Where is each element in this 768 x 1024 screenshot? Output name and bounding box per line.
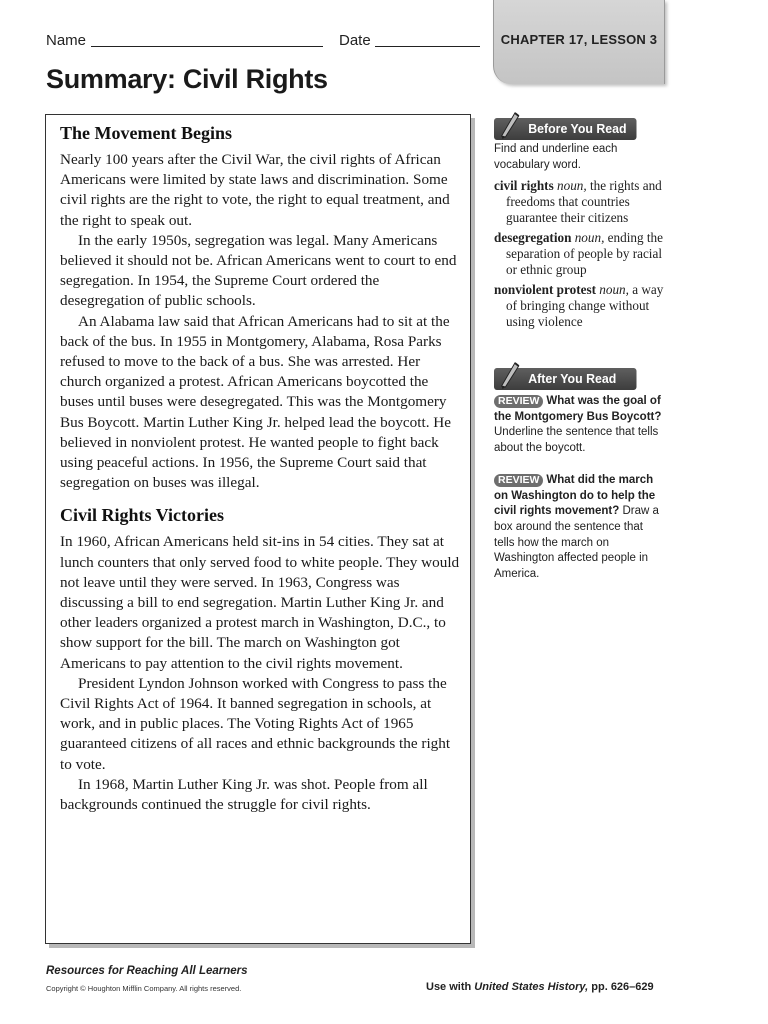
vocab-entry-nonviolent-protest bbox=[494, 282, 666, 330]
vocab-entry-civil-rights bbox=[494, 178, 666, 226]
vocab-pos: noun, bbox=[574, 230, 605, 246]
review-question-text: What was the goal of the Montgomery Bus Boycott? bbox=[494, 395, 662, 423]
vocab-definition: a way of bringing change without using violence bbox=[506, 282, 664, 330]
name-label: Name bbox=[46, 32, 87, 49]
vocab-term: civil rights bbox=[494, 178, 554, 194]
review-instruction: Underline the sentence that tells about the boycott. bbox=[494, 426, 659, 455]
paragraph: Nearly 100 years after the Civil War, the civil rights of African Americans were limited by state laws and discrimination. Some civil rights are the right to vote, the right to equal treatment, and the right to speak out. bbox=[60, 151, 450, 229]
banner-label: Before You Read bbox=[528, 121, 627, 136]
review-question-1 bbox=[494, 394, 666, 457]
use-with-label: Use with bbox=[426, 981, 472, 993]
section-heading-civil-rights-victories: Civil Rights Victories bbox=[60, 505, 224, 526]
vocab-definition: the rights and freedoms that countries guarantee their citizens bbox=[506, 178, 662, 226]
page-title: Summary: Civil Rights bbox=[46, 64, 328, 94]
vocab-pos: noun, bbox=[599, 282, 629, 298]
paragraph: In the early 1950s, segregation was legal. Many Americans believed it should not be. African Americans went to court to end segregation. In 1954, the Supreme Court ordered the desegregation of public schools. bbox=[60, 231, 457, 310]
section-heading-movement-begins: The Movement Begins bbox=[60, 123, 232, 143]
footer-resources: Resources for Reaching All Learners bbox=[46, 965, 248, 977]
before-you-read-banner bbox=[494, 118, 637, 140]
review-instruction: Draw a box around the sentence that tells how the march on Washington affected people in America. bbox=[494, 505, 659, 581]
review-question-2 bbox=[494, 473, 666, 583]
review-badge: REVIEW bbox=[494, 474, 543, 487]
vocab-entry-desegregation bbox=[494, 230, 666, 278]
after-you-read-panel bbox=[494, 368, 666, 583]
footer-copyright: Copyright © Houghton Mifflin Company. All rights reserved. bbox=[46, 984, 242, 993]
chapter-label: CHAPTER 17, LESSON 3 bbox=[500, 32, 658, 47]
after-you-read-banner bbox=[494, 368, 637, 390]
summary-box bbox=[45, 114, 471, 944]
footer-use-with bbox=[426, 981, 654, 993]
vocab-term: desegregation bbox=[494, 230, 572, 246]
paragraph: In 1960, African Americans held sit-ins in 54 cities. They sat at lunch counters that only served food to white people. They would not leave until they were served. In 1963, Congress was discussing a bill to end segregation. Martin Luther King Jr. and other leaders organized a protest march in Washington, D.C., to show support for the bill. The march on Washington got Americans to pay attention to the civil rights movement. bbox=[60, 533, 460, 672]
date-line[interactable] bbox=[375, 46, 480, 47]
paragraph: An Alabama law said that African Americans had to sit at the back of the bus. In 1955 in Montgomery, Alabama, Rosa Parks refused to move to the back of a bus. She was arrested. Her church organized a protest. African Americans boycotted the buses until buses were desegregated. This was the Montgomery Bus Boycott. Martin Luther King Jr. helped lead the boycott. He believed in nonviolent protest. He wanted people to fight back using peaceful actions. In 1956, the Supreme Court said that segregation on buses was illegal. bbox=[60, 312, 452, 492]
vocab-pos: noun, bbox=[557, 178, 587, 194]
review-question-text: What did the march on Washington do to help the civil rights movement? bbox=[494, 473, 656, 518]
book-title: United States History, bbox=[474, 981, 589, 993]
chapter-tab bbox=[493, 0, 665, 84]
date-label: Date bbox=[339, 32, 371, 49]
paragraph: President Lyndon Johnson worked with Congress to pass the Civil Rights Act of 1964. It banned segregation in schools, at work, and in public places. The Voting Rights Act of 1965 guaranteed citizens of all races and ethnic backgrounds the right to vote. bbox=[60, 674, 451, 773]
banner-label: After You Read bbox=[528, 371, 617, 386]
pencil-icon bbox=[498, 110, 523, 140]
vocab-term: nonviolent protest bbox=[494, 282, 596, 298]
name-line[interactable] bbox=[91, 46, 323, 47]
before-you-read-panel bbox=[494, 118, 666, 330]
page-range: pp. 626–629 bbox=[591, 981, 654, 993]
paragraph: In 1968, Martin Luther King Jr. was shot. People from all backgrounds continued the struggle for civil rights. bbox=[60, 775, 428, 814]
pencil-icon bbox=[498, 360, 523, 390]
vocab-instruction: Find and underline each vocabulary word. bbox=[494, 143, 618, 171]
review-badge: REVIEW bbox=[494, 395, 543, 408]
vocab-definition: ending the separation of people by racial or ethnic group bbox=[506, 230, 663, 278]
